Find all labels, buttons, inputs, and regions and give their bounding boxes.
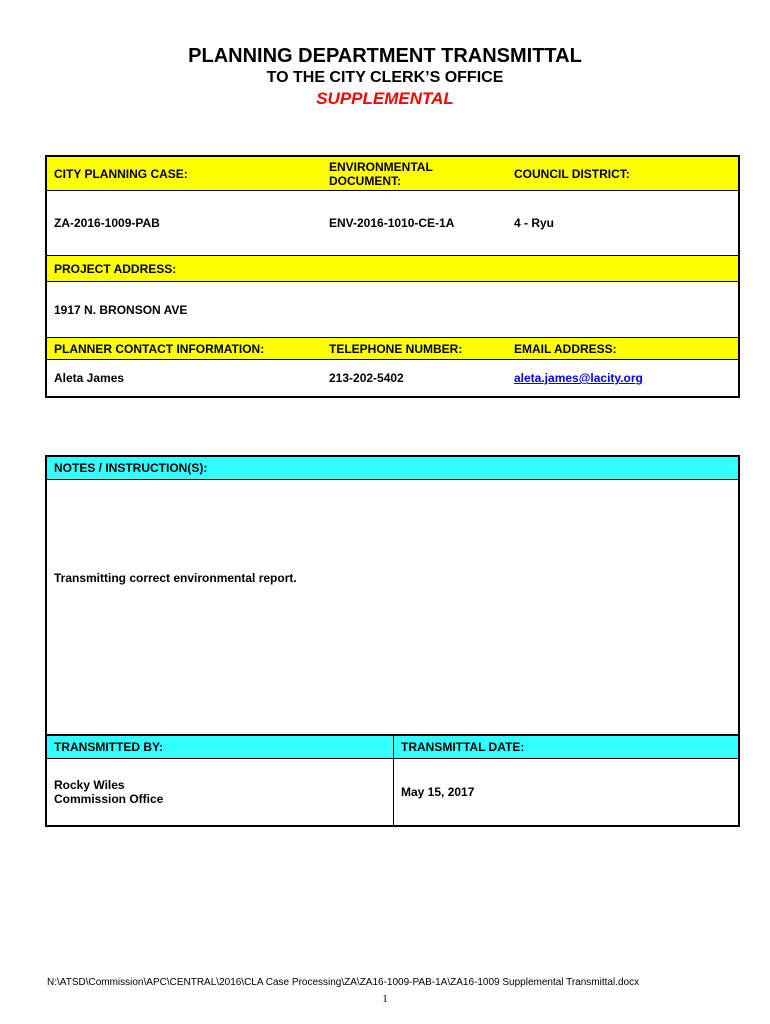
email-label: EMAIL ADDRESS: bbox=[507, 338, 738, 359]
planner-contact-label: PLANNER CONTACT INFORMATION: bbox=[47, 338, 322, 359]
transmitted-by-name: Rocky Wiles bbox=[54, 778, 125, 792]
file-path-footer: N:\ATSD\Commission\APC\CENTRAL\2016\CLA Case Processing\ZA\ZA16-1009-PAB-1A\ZA16-1009 Supplemental Transmittal.docx bbox=[47, 977, 640, 988]
page-subtitle: TO THE CITY CLERK’S OFFICE bbox=[266, 69, 504, 86]
divider bbox=[47, 479, 738, 480]
planner-name: Aleta James bbox=[54, 371, 125, 385]
council-district-label: COUNCIL DISTRICT: bbox=[507, 157, 738, 190]
council-district-value: 4 - Ryu bbox=[514, 216, 555, 230]
page-title: PLANNING DEPARTMENT TRANSMITTAL bbox=[188, 45, 582, 67]
project-address-label: PROJECT ADDRESS: bbox=[47, 256, 738, 281]
env-doc-label-line2: DOCUMENT: bbox=[329, 173, 401, 188]
notes-box bbox=[45, 455, 740, 737]
case-number: ZA-2016-1009-PAB bbox=[54, 216, 160, 230]
planner-phone: 213-202-5402 bbox=[329, 371, 404, 385]
transmitted-by-value bbox=[47, 759, 393, 825]
transmittal-box bbox=[45, 734, 740, 827]
notes-text: Transmitting correct environmental report. bbox=[54, 571, 297, 585]
project-address-value: 1917 N. BRONSON AVE bbox=[54, 302, 188, 317]
page-number: 1 bbox=[382, 993, 388, 1005]
case-info-table bbox=[45, 155, 740, 398]
notes-label: NOTES / INSTRUCTION(S): bbox=[47, 457, 738, 479]
env-doc-label bbox=[322, 157, 507, 190]
env-doc-label-line1: ENVIRONMENTAL bbox=[329, 159, 433, 174]
case-label: CITY PLANNING CASE: bbox=[47, 157, 322, 190]
planner-email-link[interactable]: aleta.james@lacity.org bbox=[514, 371, 643, 385]
transmittal-date-label: TRANSMITTAL DATE: bbox=[394, 736, 738, 758]
supplemental-tag: SUPPLEMENTAL bbox=[316, 89, 454, 108]
transmitted-by-office: Commission Office bbox=[54, 792, 164, 806]
planner-email-cell bbox=[507, 360, 738, 396]
transmittal-date-value: May 15, 2017 bbox=[401, 785, 475, 799]
telephone-label: TELEPHONE NUMBER: bbox=[322, 338, 507, 359]
env-doc-number: ENV-2016-1010-CE-1A bbox=[329, 216, 455, 230]
transmitted-by-label: TRANSMITTED BY: bbox=[47, 736, 393, 758]
